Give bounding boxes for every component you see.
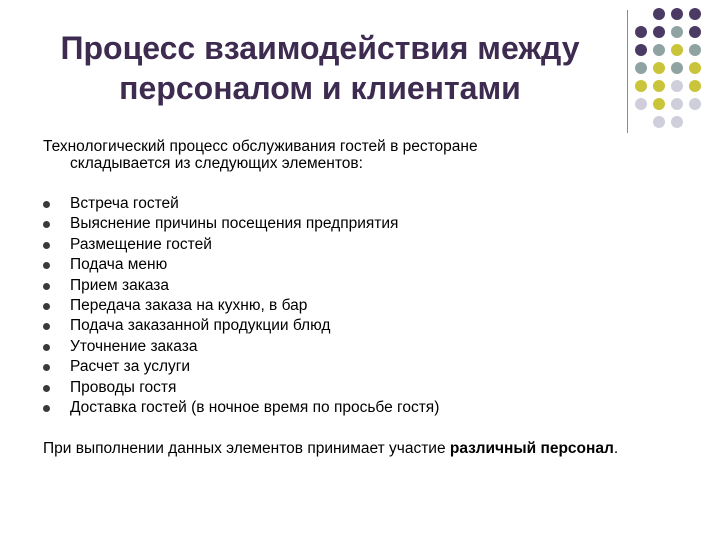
bullet-icon — [43, 201, 50, 208]
list-item — [43, 276, 439, 296]
footer-bold-text: различный персонал — [449, 440, 614, 457]
list-item-text: Подача меню — [70, 256, 168, 274]
decorative-dot — [653, 62, 665, 74]
list-item-text: Расчет за услуги — [70, 358, 191, 376]
decorative-dot — [671, 44, 683, 56]
bullet-icon — [43, 221, 50, 228]
list-item — [43, 337, 439, 357]
bullet-icon — [43, 242, 50, 249]
decorative-dot — [635, 62, 647, 74]
intro-line-1: Технологический процесс обслуживания гостей в ресторане — [43, 138, 478, 155]
list-item-text: Уточнение заказа — [70, 337, 198, 355]
list-item-text: Проводы гостя — [70, 378, 177, 396]
decorative-dot — [671, 8, 683, 20]
decorative-dot — [689, 26, 701, 38]
list-item-text: Встреча гостей — [70, 195, 179, 212]
bullet-icon — [43, 405, 50, 412]
decorative-dot — [689, 62, 701, 74]
list-item — [43, 296, 439, 316]
list-item — [43, 255, 439, 275]
footer-text: При выполнении данных элементов принимает участие — [43, 440, 450, 457]
decorative-dot — [671, 62, 683, 74]
slide-title — [20, 28, 620, 108]
decorative-dot — [671, 80, 683, 92]
list-item — [43, 378, 439, 398]
decorative-dot — [653, 80, 665, 92]
decorative-dot — [653, 44, 665, 56]
decorative-dot — [635, 26, 647, 38]
list-item — [43, 398, 439, 418]
decorative-dot — [635, 44, 647, 56]
bullet-icon — [43, 303, 50, 310]
list-item-text: Передача заказа на кухню, в бар — [70, 296, 308, 314]
list-item — [43, 357, 439, 377]
decorative-dot — [671, 98, 683, 110]
list-item — [43, 214, 439, 234]
list-item-text: Размещение гостей — [70, 235, 212, 253]
footer-note — [43, 440, 618, 458]
list-item-text: Подача заказанной продукции блюд — [70, 317, 331, 335]
intro-line-2: складывается из следующих элементов: — [70, 155, 363, 172]
decorative-dot — [671, 26, 683, 38]
title-line-2: персоналом и клиентами — [119, 70, 521, 106]
list-item-text: Прием заказа — [70, 276, 170, 294]
bullet-icon — [43, 385, 50, 392]
divider-line — [627, 10, 628, 133]
decorative-dot — [635, 80, 647, 92]
decorative-dot — [653, 116, 665, 128]
decorative-dot — [689, 98, 701, 110]
list-item — [43, 316, 439, 336]
decorative-dot — [653, 26, 665, 38]
intro-paragraph — [43, 138, 643, 172]
bullet-icon — [43, 323, 50, 330]
decorative-dot — [689, 8, 701, 20]
decorative-dot — [635, 98, 647, 110]
bullet-icon — [43, 262, 50, 269]
list-item — [43, 194, 439, 214]
decorative-dot — [671, 116, 683, 128]
elements-list — [43, 194, 439, 418]
list-item-text: Доставка гостей (в ночное время по просьбе гостя) — [70, 398, 440, 416]
footer-end: . — [613, 440, 619, 457]
bullet-icon — [43, 364, 50, 371]
decorative-dot — [653, 98, 665, 110]
decorative-dot — [653, 8, 665, 20]
title-line-1: Процесс взаимодействия между — [60, 30, 580, 66]
decorative-dot — [689, 80, 701, 92]
list-item-text: Выяснение причины посещения предприятия — [70, 215, 399, 233]
decorative-dot — [689, 44, 701, 56]
bullet-icon — [43, 344, 50, 351]
bullet-icon — [43, 283, 50, 290]
list-item — [43, 235, 439, 255]
decorative-dot-grid — [635, 8, 720, 138]
